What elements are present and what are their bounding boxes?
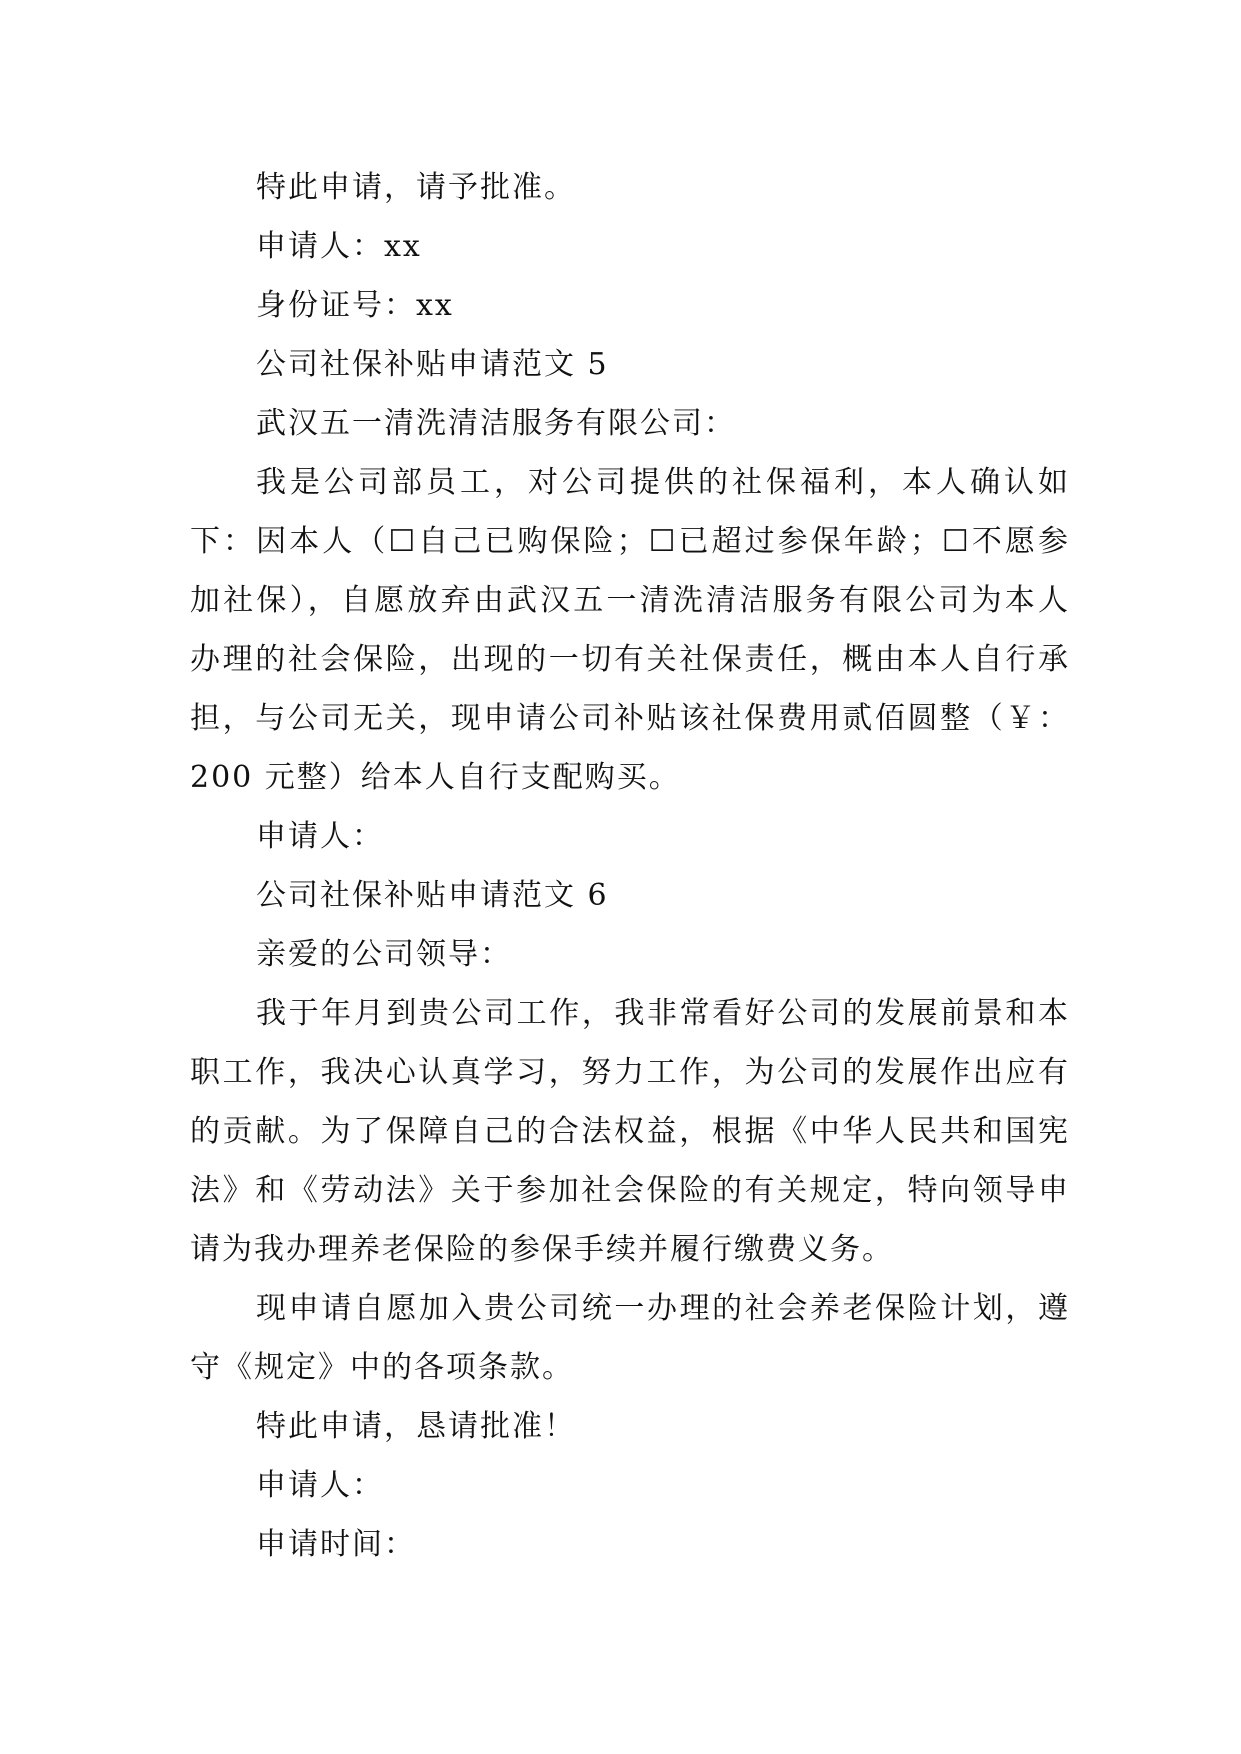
salutation-leader: 亲爱的公司领导： xyxy=(256,937,512,972)
applicant-line-2: 申请人： xyxy=(256,819,384,854)
applicant-line: 申请人：xx xyxy=(256,229,422,264)
section-title-5: 公司社保补贴申请范文 5 xyxy=(256,347,609,382)
section-title-6: 公司社保补贴申请范文 6 xyxy=(256,878,609,913)
salutation-company: 武汉五一清洗清洁服务有限公司： xyxy=(256,406,736,441)
document-body xyxy=(190,158,1070,1574)
body-paragraph-request: 我于年月到贵公司工作，我非常看好公司的发展前景和本职工作，我决心认真学习，努力工作，为公司的发展作出应有的贡献。为了保障自己的合法权益，根据《中华人民共和国宪法》和《劳动法》关于参加社会保险的有关规定，特向领导申请为我办理养老保险的参保手续并履行缴费义务。 xyxy=(190,996,1070,1267)
applicant-line-3: 申请人： xyxy=(256,1468,384,1503)
closing-request-line: 特此申请，请予批准。 xyxy=(256,170,576,205)
application-date-line: 申请时间： xyxy=(256,1527,416,1562)
closing-request-line-2: 特此申请，恳请批准！ xyxy=(256,1409,576,1444)
body-paragraph-waiver: 我是公司部员工，对公司提供的社保福利，本人确认如下：因本人（☐自己已购保险；☐已超过参保年龄；☐不愿参加社保），自愿放弃由武汉五一清洗清洁服务有限公司为本人办理的社会保险，出现的一切有关社保责任，概由本人自行承担，与公司无关，现申请公司补贴该社保费用贰佰圆整（￥：200 元整）给本人自行支配购买。 xyxy=(190,465,1070,795)
id-number-line: 身份证号：xx xyxy=(256,288,454,323)
body-paragraph-plan: 现申请自愿加入贵公司统一办理的社会养老保险计划，遵守《规定》中的各项条款。 xyxy=(190,1291,1070,1385)
